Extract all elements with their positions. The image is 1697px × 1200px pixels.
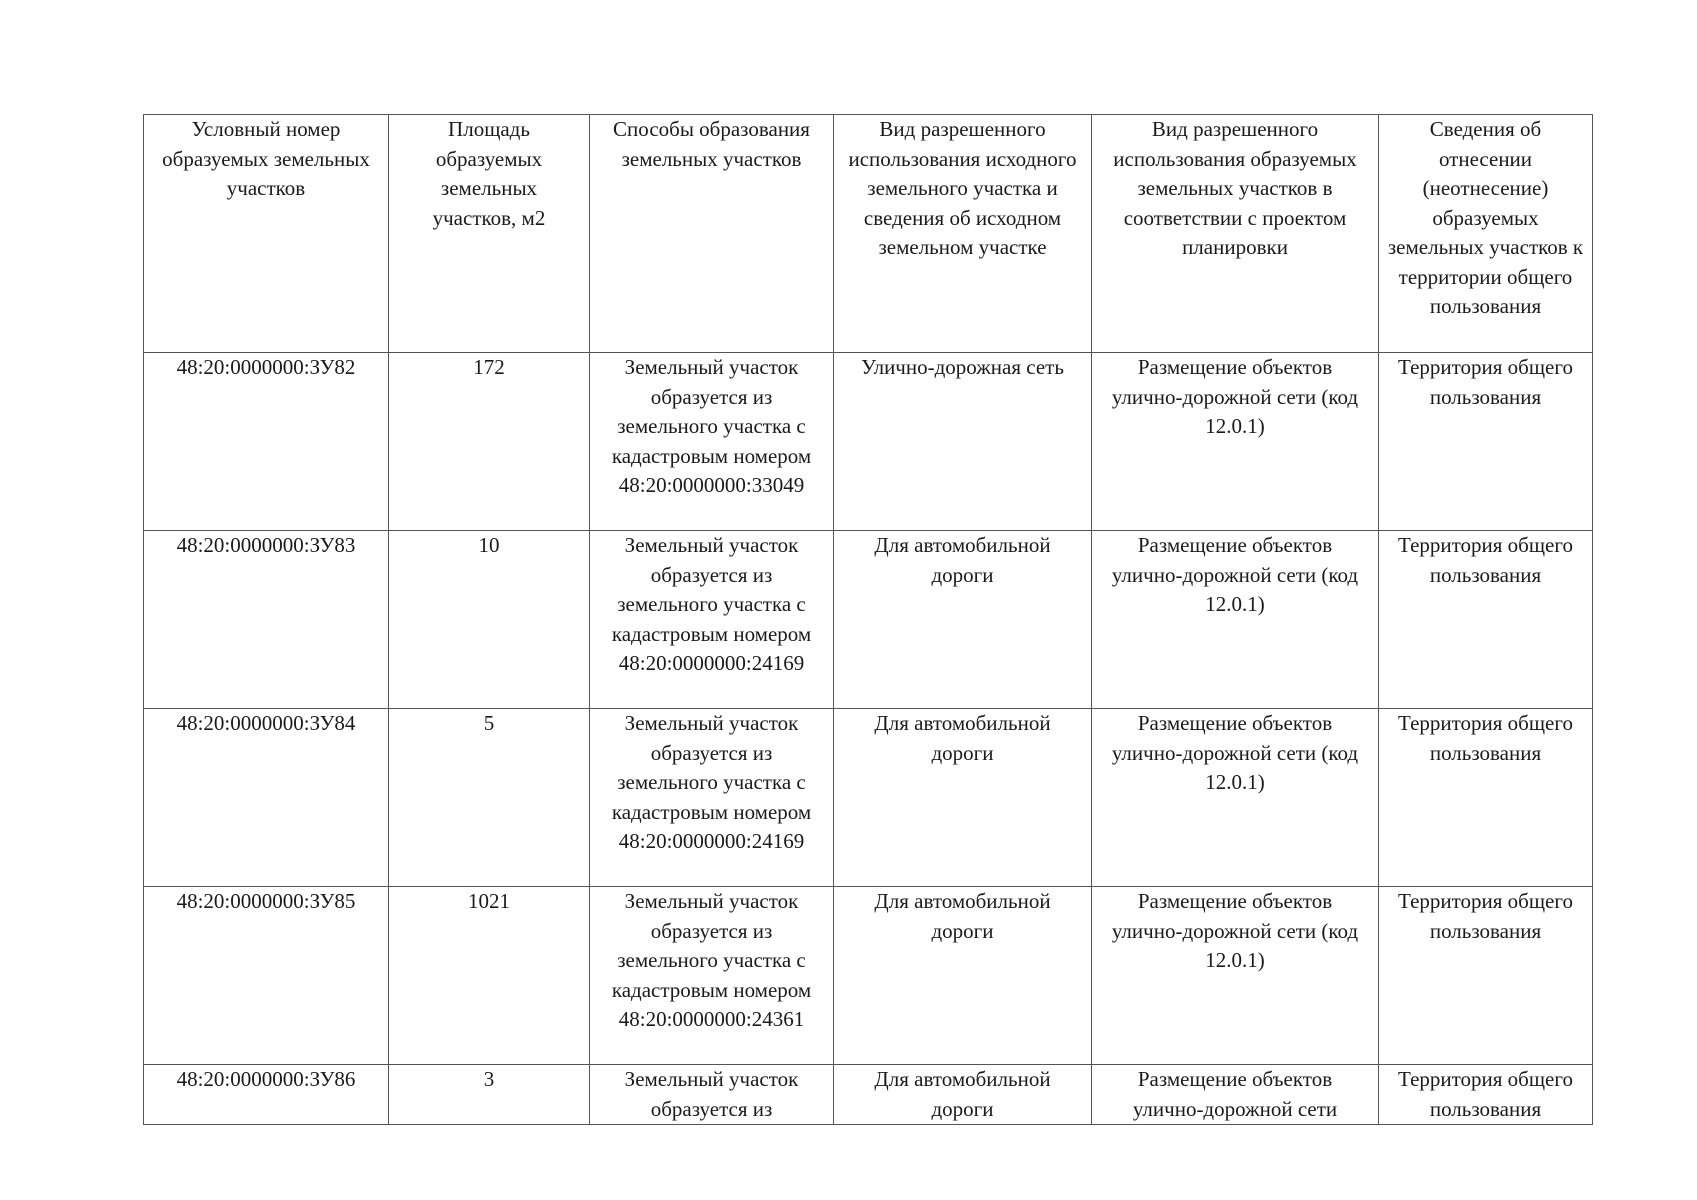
cell-formation-method: Земельный участок образуется из земельного участка с кадастровым номером 48:20:0000000:24169 xyxy=(590,531,834,709)
cell-planned-use: Размещение объектов улично-дорожной сети (код 12.0.1) xyxy=(1092,353,1379,531)
cell-formation-method: Земельный участок образуется из земельного участка с кадастровым номером 48:20:0000000:24361 xyxy=(590,887,834,1065)
cell-planned-use: Размещение объектов улично-дорожной сети (код 12.0.1) xyxy=(1092,887,1379,1065)
table-row xyxy=(144,887,1593,1065)
cell-source-use: Для автомобильной дороги xyxy=(834,531,1092,709)
header-area: Площадь образуемых земельных участков, м2 xyxy=(389,115,590,353)
cell-area: 172 xyxy=(389,353,590,531)
cell-source-use: Для автомобильной дороги xyxy=(834,709,1092,887)
table-header xyxy=(144,115,1593,353)
cell-plot-number: 48:20:0000000:ЗУ84 xyxy=(144,709,389,887)
cell-formation-method: Земельный участок образуется из земельного участка с кадастровым номером 48:20:0000000:24169 xyxy=(590,709,834,887)
cell-planned-use: Размещение объектов улично-дорожной сети (код 12.0.1) xyxy=(1092,709,1379,887)
header-public-status: Сведения об отнесении (неотнесение) образуемых земельных участков к территории общего пользования xyxy=(1379,115,1593,353)
cell-plot-number: 48:20:0000000:ЗУ83 xyxy=(144,531,389,709)
cell-planned-use: Размещение объектов улично-дорожной сети (код 12.0.1) xyxy=(1092,531,1379,709)
cell-source-use: Улично-дорожная сеть xyxy=(834,353,1092,531)
cell-area: 1021 xyxy=(389,887,590,1065)
cell-public-status: Территория общего пользования xyxy=(1379,353,1593,531)
cell-source-use: Для автомобильной дороги xyxy=(834,1065,1092,1125)
cell-planned-use: Размещение объектов улично-дорожной сети xyxy=(1092,1065,1379,1125)
cell-area: 3 xyxy=(389,1065,590,1125)
cell-plot-number: 48:20:0000000:ЗУ86 xyxy=(144,1065,389,1125)
header-row xyxy=(144,115,1593,353)
cell-formation-method: Земельный участок образуется из земельного участка с кадастровым номером 48:20:0000000:33049 xyxy=(590,353,834,531)
cell-area: 5 xyxy=(389,709,590,887)
cell-plot-number: 48:20:0000000:ЗУ85 xyxy=(144,887,389,1065)
cell-source-use: Для автомобильной дороги xyxy=(834,887,1092,1065)
cell-area: 10 xyxy=(389,531,590,709)
table-row xyxy=(144,709,1593,887)
land-plots-table xyxy=(143,114,1593,1125)
cell-public-status: Территория общего пользования xyxy=(1379,887,1593,1065)
header-source-use: Вид разрешенного использования исходного земельного участка и сведения об исходном земельном участке xyxy=(834,115,1092,353)
table-row xyxy=(144,353,1593,531)
cell-formation-method: Земельный участок образуется из xyxy=(590,1065,834,1125)
cell-public-status: Территория общего пользования xyxy=(1379,709,1593,887)
table-body xyxy=(144,353,1593,1125)
table-row xyxy=(144,1065,1593,1125)
table-row xyxy=(144,531,1593,709)
header-formation-method: Способы образования земельных участков xyxy=(590,115,834,353)
header-plot-number: Условный номер образуемых земельных участков xyxy=(144,115,389,353)
cell-plot-number: 48:20:0000000:ЗУ82 xyxy=(144,353,389,531)
cell-public-status: Территория общего пользования xyxy=(1379,1065,1593,1125)
header-planned-use: Вид разрешенного использования образуемых земельных участков в соответствии с проектом планировки xyxy=(1092,115,1379,353)
cell-public-status: Территория общего пользования xyxy=(1379,531,1593,709)
